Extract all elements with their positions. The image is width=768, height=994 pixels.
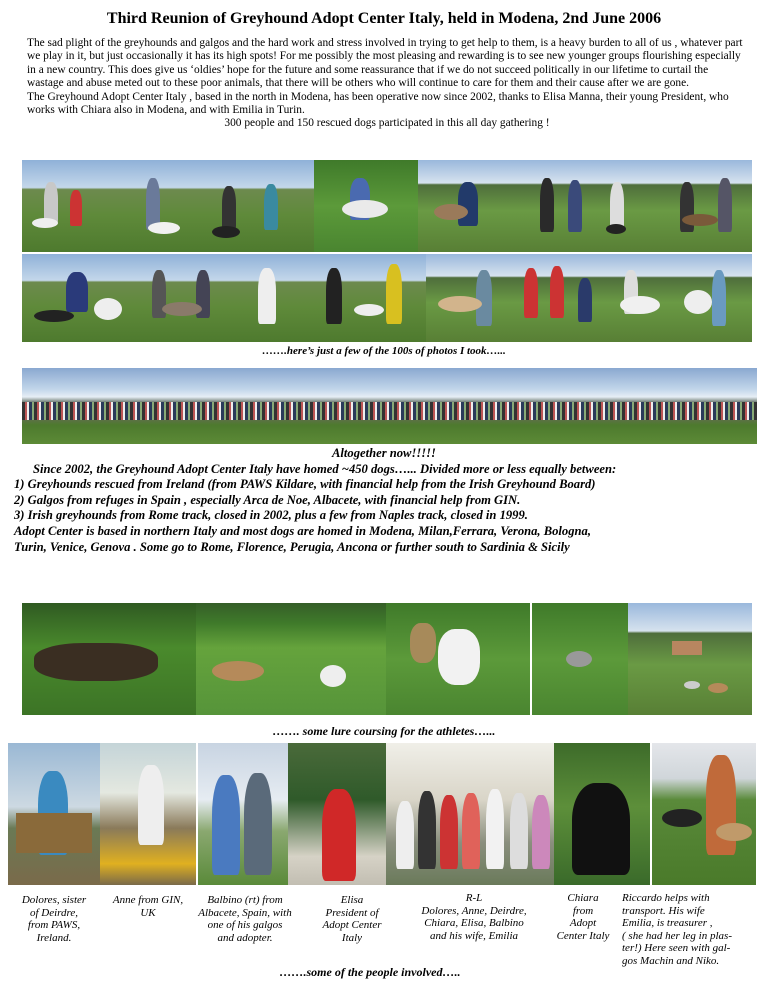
intro-paragraph-1: The sad plight of the greyhounds and galgos and the hard work and stress involved in trying to get help to them, is a heavy burden to all of us , whatever part we play in it, but just occasionally it has its high spots! For me possibly the most pleasing and rewarding is to see new younger groups flourishing especially in a new country. This does give us ‘oldies’ hope for the future and some reassurance that if we do not succeed politically in our lifetime to curtail the wastage and abuse meted out to these poor animals, that there will be others who will continue to care for them and their cause after we are gone. <box>27 37 743 90</box>
caption-riccardo: Riccardo helps with transport. His wife Emilia, is treasurer , ( she had her leg in plas- ter!) Here seen with gal- gos Machin and Niko. <box>622 892 732 967</box>
reunion-photo <box>130 160 198 252</box>
crowd-band <box>22 402 757 420</box>
reunion-photo <box>22 254 132 342</box>
caption-dolores: Dolores, sister of Deirdre, from PAWS, Ireland. <box>21 894 87 944</box>
house <box>672 641 702 655</box>
riccardo-photo <box>652 743 756 885</box>
dolores-photo <box>8 743 100 885</box>
summary-line-6: Turin, Venice, Genova . Some go to Rome, Florence, Perugia, Ancona or further south to Sardinia & Sicily <box>14 539 570 554</box>
caption-elisa: Elisa President of Adopt Center Italy <box>322 894 382 944</box>
summary-block <box>0 446 768 555</box>
intro-paragraph-2: The Greyhound Adopt Center Italy , based in the north in Modena, has been operative now since 2002, thanks to Elisa Manna, their young President, who works with Chiara also in Modena, and with Emilia in Turin. <box>27 90 729 117</box>
caption-anne: Anne from GIN, UK <box>112 894 184 919</box>
page-title: Third Reunion of Greyhound Adopt Center Italy, held in Modena, 2nd June 2006 <box>106 10 662 27</box>
group-panorama-photo <box>22 368 757 444</box>
reunion-photo <box>652 160 752 252</box>
coursing-photo <box>628 603 752 715</box>
reunion-photo <box>230 254 314 342</box>
chiara-photo <box>554 743 650 885</box>
reunion-photo <box>314 160 418 252</box>
reunion-photo <box>596 160 652 252</box>
people-caption: …….some of the people involved….. <box>279 965 461 979</box>
intro-paragraph-3: 300 people and 150 rescued dogs participated in this all day gathering ! <box>224 117 550 130</box>
balbino-photo <box>198 743 288 885</box>
summary-line-2: 1) Greyhounds rescued from Ireland (from PAWS Kildare, with financial help from the Irish Greyhound Board) <box>14 477 596 492</box>
reunion-photo <box>22 160 130 252</box>
coursing-photo <box>196 603 386 715</box>
summary-line-3: 2) Galgos from refuges in Spain , especially Arca de Noe, Albacete, with financial help from GIN. <box>14 492 521 507</box>
group-photo <box>386 743 554 885</box>
summary-line-1: Since 2002, the Greyhound Adopt Center Italy have homed ~450 dogs…... Divided more or less equally between: <box>33 461 617 476</box>
altogether-caption: Altogether now!!!!! <box>332 446 436 460</box>
anne-photo <box>100 743 196 885</box>
caption-group: R-L Dolores, Anne, Deirdre, Chiara, Elisa, Balbino and his wife, Emilia <box>421 892 527 942</box>
reunion-photo <box>520 160 596 252</box>
photos-caption: …….here’s just a few of the 100s of photos I took…... <box>262 345 506 357</box>
coursing-photo <box>532 603 628 715</box>
summary-line-5: Adopt Center is based in northern Italy and most dogs are homed in Modena, Milan,Ferrara, Verona, Bologna, <box>14 523 591 538</box>
reunion-photo <box>418 160 520 252</box>
elisa-photo <box>288 743 386 885</box>
summary-line-4: 3) Irish greyhounds from Rome track, closed in 2002, plus a few from Naples track, closed in 1999. <box>14 508 528 523</box>
lure-caption: ……. some lure coursing for the athletes…... <box>272 724 496 738</box>
coursing-photo <box>386 603 530 715</box>
reunion-photo <box>676 254 752 342</box>
caption-balbino: Balbino (rt) from Albacete, Spain, with one of his galgos and adopter. <box>198 894 292 944</box>
intro-text <box>27 37 747 131</box>
reunion-photo <box>314 254 426 342</box>
table <box>16 813 92 853</box>
coursing-photo <box>22 603 196 715</box>
reunion-photo <box>606 254 676 342</box>
reunion-photo <box>132 254 230 342</box>
reunion-photo <box>426 254 510 342</box>
reunion-photo <box>510 254 606 342</box>
reunion-photo <box>198 160 314 252</box>
caption-chiara: Chiara from Adopt Center Italy <box>556 892 610 942</box>
